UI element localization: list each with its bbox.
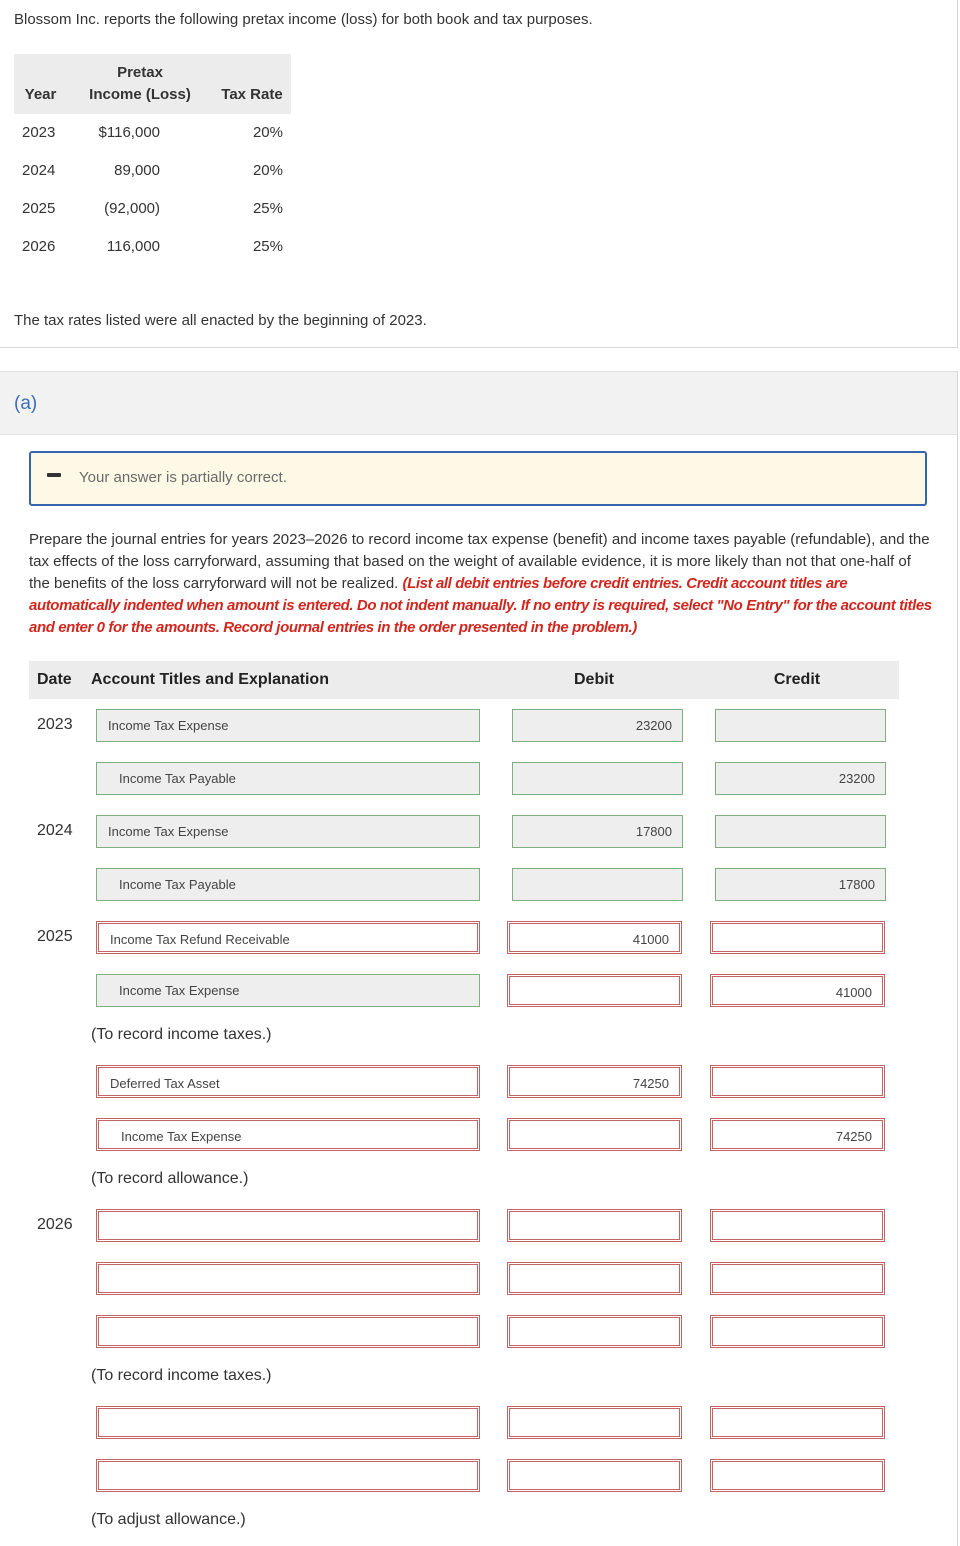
account-input[interactable]: Income Tax Payable xyxy=(96,762,480,795)
credit-input[interactable] xyxy=(710,1262,885,1295)
part-header xyxy=(0,371,958,435)
credit-input[interactable] xyxy=(710,1315,885,1348)
entry-date: 2024 xyxy=(37,822,73,839)
debit-input[interactable] xyxy=(507,1262,682,1295)
col-header-tax-rate: Tax Rate xyxy=(221,86,283,103)
credit-input[interactable]: 74250 xyxy=(710,1118,885,1151)
account-input[interactable] xyxy=(96,1459,480,1492)
tax-rate-note: The tax rates listed were all enacted by the beginning of 2023. xyxy=(14,312,427,329)
debit-input[interactable] xyxy=(507,1315,682,1348)
feedback-text: Your answer is partially correct. xyxy=(79,469,287,486)
entry-memo: (To record allowance.) xyxy=(91,1170,249,1187)
account-input[interactable]: Income Tax Expense xyxy=(96,709,480,742)
debit-input[interactable] xyxy=(507,1459,682,1492)
instructions-emphasis: (List all debit entries before credit entries. Credit account titles are automatically indented when amount is entered. Do not indent manually. If no entry is required, select "No Entry" for the account titles and enter 0 for the amounts. Record journal entries in the order presented in the problem.) xyxy=(29,575,932,636)
instructions xyxy=(29,529,934,639)
table-row-income: (92,000) xyxy=(104,200,160,217)
account-input[interactable]: Income Tax Refund Receivable xyxy=(96,921,480,954)
account-input[interactable]: Income Tax Expense xyxy=(96,1118,480,1151)
table-row-income: $116,000 xyxy=(98,124,160,141)
table-row-income: 116,000 xyxy=(106,238,160,255)
part-border xyxy=(957,371,958,1546)
entry-memo: (To record income taxes.) xyxy=(91,1026,272,1043)
debit-input[interactable]: 17800 xyxy=(512,815,683,848)
debit-input[interactable]: 41000 xyxy=(507,921,682,954)
table-row-rate: 25% xyxy=(252,200,283,217)
table-row-year: 2024 xyxy=(22,162,56,179)
table-row-income: 89,000 xyxy=(114,162,160,179)
credit-input[interactable] xyxy=(710,1065,885,1098)
col-header-income-line2: Income (Loss) xyxy=(89,86,191,103)
debit-input[interactable] xyxy=(507,1209,682,1242)
account-input[interactable] xyxy=(96,1262,480,1295)
card-border xyxy=(957,0,958,348)
debit-input[interactable] xyxy=(512,868,683,901)
col-header-income-line1: Pretax xyxy=(117,64,163,81)
debit-input[interactable] xyxy=(507,1406,682,1439)
entry-date: 2023 xyxy=(37,716,73,733)
credit-input[interactable]: 17800 xyxy=(715,868,886,901)
credit-input[interactable] xyxy=(710,1209,885,1242)
entry-date: 2025 xyxy=(37,928,73,945)
account-input[interactable] xyxy=(96,1315,480,1348)
col-header-year: Year xyxy=(24,86,57,103)
partial-correct-icon xyxy=(47,473,61,477)
debit-input[interactable]: 23200 xyxy=(512,709,683,742)
entry-memo: (To record income taxes.) xyxy=(91,1367,272,1384)
problem-intro: Blossom Inc. reports the following pretax income (loss) for both book and tax purposes. xyxy=(14,11,593,28)
journal-header-account: Account Titles and Explanation xyxy=(91,671,329,688)
account-input[interactable] xyxy=(96,1209,480,1242)
credit-input[interactable] xyxy=(710,1459,885,1492)
account-input[interactable]: Income Tax Payable xyxy=(96,868,480,901)
journal-header-date: Date xyxy=(37,671,72,688)
table-row-rate: 20% xyxy=(252,124,283,141)
credit-input[interactable] xyxy=(710,1406,885,1439)
account-input[interactable]: Income Tax Expense xyxy=(96,815,480,848)
account-input[interactable] xyxy=(96,1406,480,1439)
journal-header-credit: Credit xyxy=(773,671,821,688)
debit-input[interactable]: 74250 xyxy=(507,1065,682,1098)
table-row-rate: 20% xyxy=(252,162,283,179)
table-row-year: 2023 xyxy=(22,124,56,141)
credit-input[interactable] xyxy=(715,815,886,848)
debit-input[interactable] xyxy=(512,762,683,795)
debit-input[interactable] xyxy=(507,974,682,1007)
credit-input[interactable] xyxy=(715,709,886,742)
credit-input[interactable]: 23200 xyxy=(715,762,886,795)
account-input[interactable]: Income Tax Expense xyxy=(96,974,480,1007)
credit-input[interactable]: 41000 xyxy=(710,974,885,1007)
card-divider xyxy=(0,347,958,348)
table-row-year: 2025 xyxy=(22,200,56,217)
account-input[interactable]: Deferred Tax Asset xyxy=(96,1065,480,1098)
debit-input[interactable] xyxy=(507,1118,682,1151)
journal-header-debit: Debit xyxy=(574,671,614,688)
entry-memo: (To adjust allowance.) xyxy=(91,1511,246,1528)
table-row-rate: 25% xyxy=(252,238,283,255)
credit-input[interactable] xyxy=(710,921,885,954)
part-label: (a) xyxy=(14,393,38,414)
table-row-year: 2026 xyxy=(22,238,56,255)
instructions-text: Prepare the journal entries for years 2023–2026 to record income tax expense (benefit) and income taxes payable (refundable), and the tax effects of the loss carryforward, assuming that based on the weight of available evidence, it is more likely than not that one-half of the benefits of the loss carryforward will not be realized. xyxy=(29,531,930,592)
entry-date: 2026 xyxy=(37,1216,73,1233)
